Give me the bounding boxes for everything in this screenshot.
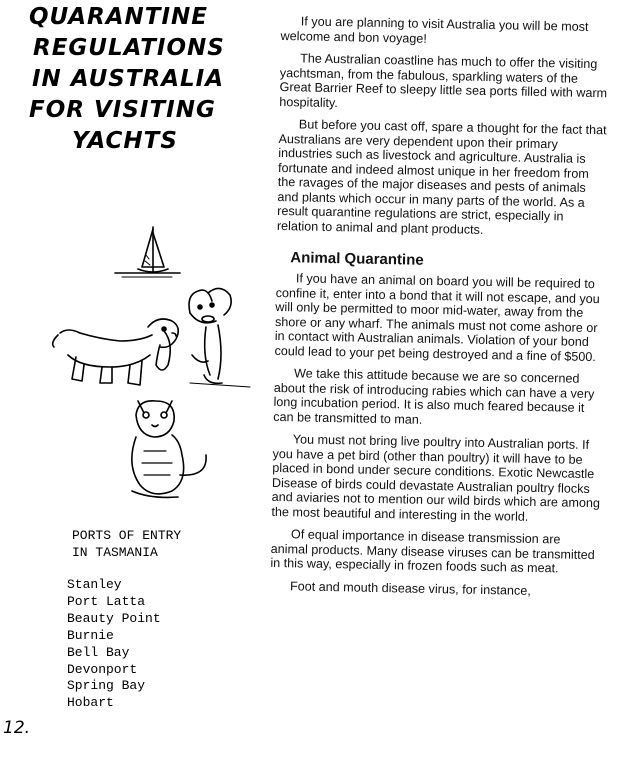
paragraph: Foot and mouth disease virus, for instance, [289,578,531,598]
port-item: Bell Bay [67,644,130,660]
port-item: Port Latta [67,593,146,609]
port-item: Hobart [67,695,114,711]
ports-heading: IN TASMANIA [72,545,158,560]
ports-heading: PORTS OF ENTRY [72,528,182,543]
paragraph: We take this attitude because we are so concerned about the risk of introducing rabies which can have a very long incubation period. It is also much feared because it can be transmitted to man. [273,366,595,427]
body-text [270,14,611,607]
title-line: QUARANTINE [29,4,208,30]
title-block [22,2,227,157]
title-line: REGULATIONS [33,35,225,61]
animals-and-yacht-illustration [40,215,260,515]
paragraph: Of equal importance in disease transmission are animal products. Many disease viruses can be transmitted in this way, especially in frozen foods such as meat. [270,527,595,576]
title-line: YACHTS [72,128,178,154]
port-item: Stanley [67,577,122,592]
section-heading: Animal Quarantine [290,249,424,269]
paragraph: If you are planning to visit Australia you will be most welcome and bon voyage! [280,14,589,46]
port-item: Burnie [67,627,114,643]
page-number: 12. [3,718,31,738]
kitten-illustration [132,401,206,498]
dog-illustration [53,319,179,385]
puppy-illustration [189,288,250,387]
paragraph: But before you cast off, spare a thought for the fact that Australians are very dependent upon their primary industries such as livestock and agriculture. Australia is fortunate and indeed almost unique in her freedom from the ravages of the major diseases and pests of animals and plants which occur in many parts of the world. As a result quarantine regulations are strict, especially in relation to animal and plant products. [276,117,607,237]
title-line: FOR VISITING [29,97,216,123]
yacht-illustration [115,227,180,277]
paragraph: The Australian coastline has much to offer the visiting yachtsman, from the fabulous, sparkling waters of the Great Barrier Reef to sleepy little sea ports filled with warm hospitality. [279,51,608,110]
port-item: Devonport [67,661,138,677]
port-item: Spring Bay [67,678,146,694]
paragraph: If you have an animal on board you will be required to confine it, enter into a bond that it will not escape, and you will only be permitted to moor mid-water, away from the shore or any wharf. The animals must not come ashore or in contact with Australian animals. Violation of your bond could lead to your pet being destroyed and a fine of $500. [274,271,600,364]
ports-list [67,577,267,712]
title-line: IN AUSTRALIA [32,66,225,92]
paragraph: You must not bring live poultry into Australian ports. If you have a pet bird (other than poultry) it will have to be placed in bond under secure conditions. Exotic Newcastle Disease of birds could devastate Australian poultry flocks and aviaries not to mention our wild birds which are among the most beautiful and interesting in the world. [271,432,601,524]
port-item: Beauty Point [67,610,161,626]
ports-of-entry [67,527,267,712]
